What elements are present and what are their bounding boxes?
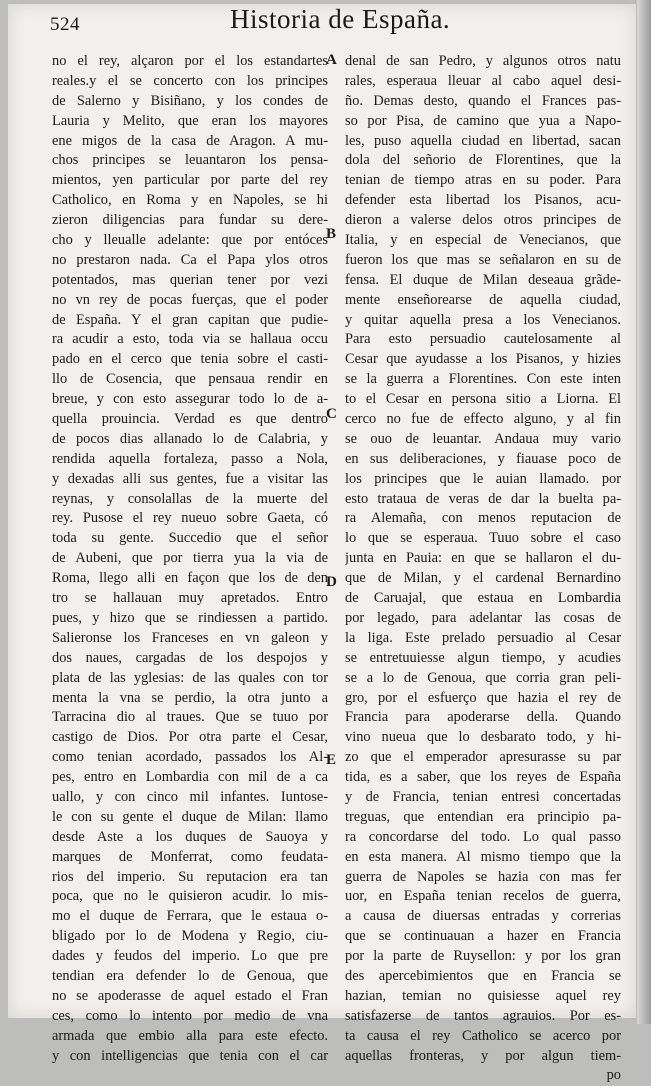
marginal-letter: A [326, 52, 337, 68]
text-line: hazian, temian no quisiesse aquel rey [345, 987, 621, 1004]
text-line: rales, esperaua lleuar al cabo aquel desi- [345, 72, 621, 89]
text-line: pado en el cerco que tenia sobre el casti- [52, 351, 328, 368]
text-line: gro, por el esfuerço que hazia el rey de [345, 689, 621, 706]
text-line: armada que embio alla para este efecto. [52, 1027, 328, 1044]
text-line: y quitar aquella presa a los Venecianos. [345, 311, 621, 328]
marginal-letter: C [326, 406, 337, 422]
text-line: la liga. Este prelado persuadio al Cesar [345, 629, 621, 646]
text-line: no prestaron nada. Ca el Papa ylos otros [52, 251, 328, 268]
text-line: to el Cesar en persona sitio a Liorna. El [345, 391, 621, 408]
marginal-letter: E [326, 752, 337, 768]
text-line: breue, y con esto assegurar todo lo de a- [52, 391, 328, 408]
text-line: les, puso aquella ciudad en libertad, sacan [345, 132, 621, 149]
text-line: Para esto persuadio cautelosamente al [345, 331, 621, 348]
text-line: reynas, y consolallas de la muerte del [52, 490, 328, 507]
page-number: 524 [50, 14, 80, 35]
text-line: tro se hallauan muy apretados. Entro [52, 590, 328, 607]
text-line: so por Pisa, de camino que yua a Napo- [345, 112, 621, 129]
text-line: y con intelligencias que tenia con el car [52, 1047, 328, 1064]
text-line: por legado, para adelantar las cosas de [345, 609, 621, 626]
text-line: cho y lleualle adelante: que por entóces [52, 232, 328, 249]
text-line: no el rey, alçaron por el los estandartes [52, 53, 328, 69]
text-line: llo de Cosencia, que pensaua rendir en [52, 371, 328, 388]
text-line: lo que se esperaua. Tuuo sobre el caso [345, 530, 621, 547]
right-column [345, 52, 621, 1086]
text-line: fueron los que mas se señalaron en su de [345, 251, 621, 268]
text-line: ño. Demas desto, quando el Frances pas- [345, 92, 621, 109]
text-line: castigo de Dios. Por otra parte el Cesar, [52, 729, 328, 746]
text-line: chos principes se leuantaron los pensa- [52, 152, 328, 169]
text-line: zo que el emperador apresurasse su par [345, 749, 621, 766]
text-line: pes, entro en Lombardia con mil de a ca [52, 769, 328, 786]
text-line: de Salerno y Bisiñano, y los condes de [52, 92, 328, 109]
text-line: y de Francia, tenian entresi concertadas [345, 788, 621, 805]
text-line: se la guerra a Florentines. Con este inten [345, 371, 621, 388]
running-head: Historia de España. [230, 4, 451, 34]
text-line: zieron diligencias para fundar su dere- [52, 212, 328, 229]
text-line: treguas, que entendian era principio pa- [345, 808, 621, 825]
text-line: Tarracina dio al traues. Que se tuuo por [52, 709, 328, 726]
text-line: uallo, y con cinco mil infantes. Iuntose- [52, 788, 328, 805]
text-line: satisfazerse de tantos agrauios. Por es- [345, 1007, 621, 1024]
text-line: como tenian acordado, passados los Al- [52, 749, 328, 766]
text-line: por la parte de Ruysellon: y por los gran [345, 948, 621, 965]
text-line: tendian era defender lo de Genoua, que [52, 967, 328, 984]
text-line: vino nueua que lo desbarato todo, y hi- [345, 729, 621, 746]
text-line: des apercebimientos que en Francia se [345, 967, 621, 984]
text-line: Salieronse los Franceses en vn galeon y [52, 629, 328, 646]
text-line: de España. Y el gran capitan que pudie- [52, 311, 328, 328]
text-line: Catholico, en Roma y en Napoles, se hi [52, 192, 328, 209]
text-line: marques de Monferrat, como feudata- [52, 848, 328, 865]
text-line: mo el duque de Ferrara, que le estaua o- [52, 908, 328, 925]
text-line: ra concordarse del todo. Lo qual passo [345, 828, 621, 845]
text-line: denal de san Pedro, y algunos otros natu [345, 53, 621, 69]
text-line: guerra de Napoles se hazia con mas fer [345, 868, 621, 885]
text-line: rey. Pusose el rey nueuo sobre Gaeta, có [52, 510, 328, 527]
text-line: a causa de diuersas entradas y correrias [345, 908, 621, 925]
text-line: rendida aquella fortaleza, passo a Nola, [52, 450, 328, 467]
text-line: que de Milan, y el cardenal Bernardino [345, 570, 621, 587]
text-line: mientos, yen particular por parte del rey [52, 172, 328, 189]
text-line: reales.y el se concerto con los principes [52, 72, 328, 89]
text-line: junta en Pauia: en que se hallaron el du- [345, 550, 621, 567]
text-line: le con su gente el duque de Milan: llamo [52, 808, 328, 825]
text-line: se entretuuiesse algun tiempo, y acudies [345, 649, 621, 666]
text-line: dades y feudos del imperio. Lo que pre [52, 948, 328, 965]
text-line: uor, en España tenian recelos de guerra, [345, 888, 621, 905]
text-line: Lauria y Melito, que eran los mayores [52, 112, 328, 129]
text-line: de Caruajal, que estaua en Lombardia [345, 590, 621, 607]
text-line: ra Alemaña, con menos reputacion de [345, 510, 621, 527]
marginal-letter: B [326, 226, 337, 242]
text-line: bligado por lo de Modena y Regio, ciu- [52, 928, 328, 945]
page-gutter [637, 0, 651, 1024]
text-line: de pocos dias allanado lo de Calabria, y [52, 430, 328, 447]
text-line: esto trataua de veras de dar la buelta pa- [345, 490, 621, 507]
catchword: po [606, 1067, 621, 1084]
text-line: ene migos de la casa de Aragon. A mu- [52, 132, 328, 149]
text-line: tida, es a saber, que los reyes de España [345, 769, 621, 786]
text-line: pues, y hizo que se rindiessen a partido. [52, 609, 328, 626]
text-line: defender esta libertad los Pisanos, acu- [345, 192, 621, 209]
text-line: de Aubeni, que por tierra yua la via de [52, 550, 328, 567]
text-line: desde Aste a los duques de Sauoya y [52, 828, 328, 845]
text-line: ces, como lo intento por medio de vna [52, 1007, 328, 1024]
text-line: ra acudir a esto, toda via se hallaua occu [52, 331, 328, 348]
text-line: Francia para apoderarse della. Quando [345, 709, 621, 726]
text-line: los principes que le auian llamado. por [345, 470, 621, 487]
text-line: cerco no fue de effecto alguno, y al fin [345, 411, 621, 428]
text-line: Italia, y en especial de Venecianos, que [345, 232, 621, 249]
text-line: en esta manera. Al mismo tiempo que la [345, 848, 621, 865]
text-line: potentados, mas querian tener por vezi [52, 271, 328, 288]
text-line: toda su gente. Succedio que el señor [52, 530, 328, 547]
text-line: fensa. El duque de Milan deseaua grãde- [345, 271, 621, 288]
text-line: ta causa el rey Catholico se acerco por [345, 1027, 621, 1044]
text-line: mente enseñorearse de aquella ciudad, [345, 291, 621, 308]
text-line: Roma, llego alli en façon que los de den [52, 570, 328, 587]
text-line: y dexadas alli sus gentes, fue a visitar las [52, 470, 328, 487]
text-line: dos naues, cargadas de los despojos y [52, 649, 328, 666]
marginal-letter: D [326, 574, 337, 590]
text-line: poca, que no le quisieron acudir. lo mis- [52, 888, 328, 905]
text-line: menta la vna se perdio, la otra junto a [52, 689, 328, 706]
text-line: tenian de tiempo atras en su poder. Para [345, 172, 621, 189]
text-line: aquellas fronteras, y por algun tiem- [345, 1047, 621, 1064]
text-line: plata de las yglesias: de las quales con tor [52, 669, 328, 686]
text-line: dieron a valerse delos otros principes de [345, 212, 621, 229]
text-line: se a lo de Genoua, que corria gran peli- [345, 669, 621, 686]
text-line: Cesar que ayudasse a los Pisanos, y hizies [345, 351, 621, 368]
text-line: dola del señorio de Florentines, que la [345, 152, 621, 169]
text-line: en sus deliberaciones, y fiauase poco de [345, 450, 621, 467]
text-line: no vn rey de pocas fuerças, que el poder [52, 291, 328, 308]
text-line: rios del imperio. Su reputacion era tan [52, 868, 328, 885]
text-line: se ouo de leuantar. Andaua muy vario [345, 430, 621, 447]
text-line: que se continuauan a hazer en Francia [345, 928, 621, 945]
left-column [52, 52, 328, 1066]
text-line: no se apoderasse de aquel estado el Fran [52, 987, 328, 1004]
text-line: quella prouincia. Verdad es que dentro [52, 411, 328, 428]
